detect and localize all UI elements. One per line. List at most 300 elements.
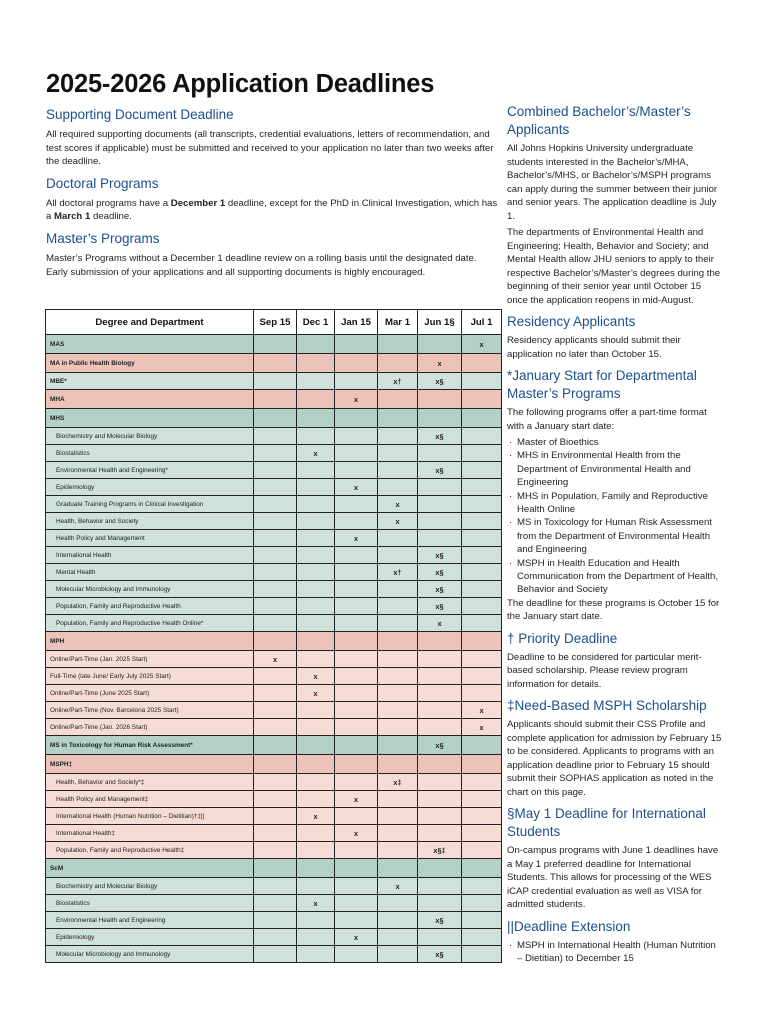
deadline-cell (297, 598, 335, 615)
deadline-cell (462, 598, 502, 615)
page-title: 2025-2026 Application Deadlines (46, 70, 435, 98)
table-row (46, 929, 502, 946)
table-row (46, 651, 502, 668)
deadline-cell (418, 929, 462, 946)
deadline-cell: x§ (418, 946, 462, 963)
deadline-cell (378, 791, 418, 808)
program-name: Population, Family and Reproductive Health (46, 598, 254, 615)
deadline-cell: x† (378, 564, 418, 581)
deadline-cell (254, 842, 297, 859)
residency-text: Residency applicants should submit their application no later than October 15. (507, 335, 681, 360)
deadline-cell: x§ (418, 462, 462, 479)
deadline-cell (297, 513, 335, 530)
program-name: Population, Family and Reproductive Health Online* (46, 615, 254, 632)
list-item: · MS in Toxicology for Human Risk Assessment from the Department of Environmental Health and Engineering (507, 516, 722, 556)
deadline-cell (462, 651, 502, 668)
deadlines-table-body (46, 335, 502, 963)
deadline-cell (462, 825, 502, 842)
table-row (46, 825, 502, 842)
deadline-cell (418, 496, 462, 513)
deadline-cell (335, 581, 378, 598)
deadline-cell (378, 598, 418, 615)
deadline-cell (378, 929, 418, 946)
deadline-cell (335, 615, 378, 632)
deadline-cell (297, 615, 335, 632)
table-row (46, 496, 502, 513)
deadline-cell (335, 462, 378, 479)
deadline-cell (418, 702, 462, 719)
deadline-cell (254, 808, 297, 825)
deadline-cell (335, 685, 378, 702)
column-header-date: Sep 15 (254, 310, 297, 335)
program-name: MHA (46, 390, 254, 409)
deadline-cell (418, 530, 462, 547)
deadline-cell (418, 774, 462, 791)
residency-section (507, 313, 722, 361)
program-name: Mental Health (46, 564, 254, 581)
combined-paragraph-2: The departments of Environmental Health and Engineering; Health, Behavior and Society; and Mental Health allow JHU seniors to apply to their respective Bachelor’s/Master’s degrees during the beginning of their senior year until October 15 once the application reopens in mid-August. (507, 227, 721, 306)
table-row (46, 791, 502, 808)
program-name: Health Policy and Management (46, 530, 254, 547)
deadline-cell (297, 632, 335, 651)
doctoral-heading: Doctoral Programs (46, 175, 159, 191)
combined-heading: Combined Bachelor’s/Master’s Applicants (507, 104, 691, 137)
deadline-cell (254, 581, 297, 598)
deadline-cell (335, 702, 378, 719)
deadline-cell (462, 632, 502, 651)
deadline-cell (254, 755, 297, 774)
deadline-cell (462, 496, 502, 513)
deadline-cell: x§ (418, 598, 462, 615)
deadline-cell (418, 632, 462, 651)
deadline-cell: x (297, 685, 335, 702)
program-name: International Health‡ (46, 825, 254, 842)
table-row (46, 859, 502, 878)
deadline-cell (297, 929, 335, 946)
deadline-cell: x (462, 702, 502, 719)
deadline-cell (335, 409, 378, 428)
deadline-cell (378, 530, 418, 547)
deadline-cell: x (335, 825, 378, 842)
deadline-cell (254, 825, 297, 842)
program-name: MSPH‡ (46, 755, 254, 774)
program-name: MPH (46, 632, 254, 651)
deadline-cell (254, 895, 297, 912)
deadline-cell (462, 428, 502, 445)
deadline-cell (335, 774, 378, 791)
deadline-cell (418, 791, 462, 808)
deadline-cell (462, 390, 502, 409)
deadline-cell: x (462, 719, 502, 736)
table-row (46, 842, 502, 859)
table-row (46, 428, 502, 445)
program-name: Health, Behavior and Society*‡ (46, 774, 254, 791)
deadline-cell (462, 859, 502, 878)
deadline-cell (462, 615, 502, 632)
deadline-cell (254, 547, 297, 564)
doctoral-text-3: deadline. (90, 211, 132, 223)
table-row (46, 513, 502, 530)
deadline-cell (335, 632, 378, 651)
deadline-cell (297, 428, 335, 445)
deadline-cell (297, 651, 335, 668)
deadline-cell (335, 564, 378, 581)
program-name: Biochemistry and Molecular Biology (46, 878, 254, 895)
deadline-cell (254, 791, 297, 808)
table-row (46, 615, 502, 632)
deadline-cell (297, 755, 335, 774)
list-item: · Master of Bioethics (507, 436, 722, 449)
program-name: Online/Part-Time (Jan. 2026 Start) (46, 719, 254, 736)
need-based-section (507, 697, 722, 799)
deadline-cell (297, 496, 335, 513)
deadline-cell (418, 859, 462, 878)
deadline-cell (418, 479, 462, 496)
program-name: Biostatistics (46, 445, 254, 462)
deadline-cell (378, 632, 418, 651)
deadline-cell: x (418, 354, 462, 373)
priority-heading: † Priority Deadline (507, 630, 618, 646)
deadline-cell (297, 564, 335, 581)
supporting-document-text: All required supporting documents (all transcripts, credential evaluations, letters of recommendation, and test scores if applicable) must be submitted and received to your application no later than two weeks after the deadline. (46, 129, 494, 168)
deadline-cell (462, 530, 502, 547)
deadline-cell (297, 354, 335, 373)
deadline-cell (335, 755, 378, 774)
deadline-cell (297, 479, 335, 496)
program-name: MBE* (46, 373, 254, 390)
program-name: International Health (46, 547, 254, 564)
deadline-cell (418, 668, 462, 685)
deadline-cell (254, 335, 297, 354)
deadline-cell: x‡ (378, 774, 418, 791)
deadline-cell (462, 912, 502, 929)
deadline-cell (335, 445, 378, 462)
deadline-cell (254, 719, 297, 736)
column-header-date: Mar 1 (378, 310, 418, 335)
table-row (46, 547, 502, 564)
table-row (46, 755, 502, 774)
program-name: ScM (46, 859, 254, 878)
deadline-cell (335, 946, 378, 963)
deadline-cell (335, 513, 378, 530)
left-column (46, 103, 498, 285)
deadline-cell (378, 895, 418, 912)
supporting-document-heading: Supporting Document Deadline (46, 107, 234, 122)
deadline-cell (335, 335, 378, 354)
deadline-cell (254, 702, 297, 719)
column-header-date: Dec 1 (297, 310, 335, 335)
deadline-cell (335, 598, 378, 615)
deadline-cell (297, 702, 335, 719)
program-name: Population, Family and Reproductive Health‡ (46, 842, 254, 859)
deadline-cell: x (378, 496, 418, 513)
deadlines-table-header (46, 310, 502, 335)
priority-section (507, 630, 722, 692)
supporting-document-section (46, 106, 498, 169)
january-start-intro: The following programs offer a part-time format with a January start date: (507, 407, 707, 432)
deadline-cell (335, 736, 378, 755)
deadline-cell (462, 755, 502, 774)
program-name: MAS (46, 335, 254, 354)
deadline-cell (378, 547, 418, 564)
table-row (46, 912, 502, 929)
deadline-cell (378, 825, 418, 842)
table-row (46, 946, 502, 963)
program-name: MA in Public Health Biology (46, 354, 254, 373)
deadline-cell: x (335, 530, 378, 547)
deadline-cell (254, 530, 297, 547)
deadline-cell (462, 895, 502, 912)
deadline-cell (462, 513, 502, 530)
deadline-cell: x (378, 878, 418, 895)
deadline-cell (418, 808, 462, 825)
deadline-cell (462, 842, 502, 859)
deadline-cell (418, 513, 462, 530)
deadline-cell (297, 825, 335, 842)
deadline-cell (254, 878, 297, 895)
deadline-cell (254, 598, 297, 615)
january-start-heading: *January Start for Departmental Master’s Programs (507, 368, 697, 401)
deadline-cell (462, 774, 502, 791)
table-row (46, 373, 502, 390)
deadline-cell (335, 719, 378, 736)
deadline-cell (335, 354, 378, 373)
doctoral-deadline-mar1: March 1 (54, 211, 91, 223)
deadline-cell (378, 462, 418, 479)
program-name: MHS (46, 409, 254, 428)
table-row (46, 719, 502, 736)
deadline-cell (462, 791, 502, 808)
deadline-cell (297, 719, 335, 736)
deadline-cell (297, 878, 335, 895)
deadline-cell (462, 946, 502, 963)
deadline-cell (378, 479, 418, 496)
deadline-cell (462, 878, 502, 895)
deadline-cell: x§‡ (418, 842, 462, 859)
combined-section (507, 103, 722, 307)
program-name: Online/Part-Time (June 2025 Start) (46, 685, 254, 702)
deadline-cell (254, 445, 297, 462)
deadline-cell: x (297, 895, 335, 912)
deadline-cell (297, 912, 335, 929)
deadline-cell (297, 335, 335, 354)
table-row (46, 445, 502, 462)
program-name: Environmental Health and Engineering* (46, 462, 254, 479)
deadline-cell (378, 354, 418, 373)
deadline-cell (378, 651, 418, 668)
deadline-cell (378, 615, 418, 632)
deadline-cell: x§ (418, 564, 462, 581)
may1-text: On-campus programs with June 1 deadlines have a May 1 preferred deadline for International Students. This allows for processing of the WES iCAP credential evaluation as well as VISA for admitted students. (507, 845, 719, 911)
doctoral-deadline-dec1: December 1 (170, 197, 226, 209)
deadline-cell (378, 859, 418, 878)
deadline-cell: x§ (418, 581, 462, 598)
deadline-cell (297, 373, 335, 390)
deadline-cell (378, 755, 418, 774)
program-name: Environmental Health and Engineering (46, 912, 254, 929)
table-row (46, 808, 502, 825)
may1-heading: §May 1 Deadline for International Students (507, 806, 706, 840)
masters-text: Master’s Programs without a December 1 deadline review on a rolling basis until the designated date. Early submission of your applications and all supporting documents is highly encouraged. (46, 252, 477, 278)
program-name: Biostatistics (46, 895, 254, 912)
column-header-degree: Degree and Department (46, 310, 254, 335)
table-row (46, 581, 502, 598)
deadline-cell: x (418, 615, 462, 632)
program-name: International Health (Human Nutrition – Dietitian)†‡|| (46, 808, 254, 825)
deadline-cell (254, 373, 297, 390)
deadline-cell (254, 496, 297, 513)
deadline-cell (254, 564, 297, 581)
deadline-cell (462, 581, 502, 598)
table-row (46, 354, 502, 373)
table-row (46, 878, 502, 895)
deadline-cell: x§ (418, 547, 462, 564)
deadline-cell (418, 878, 462, 895)
table-row (46, 668, 502, 685)
deadline-cell (254, 354, 297, 373)
program-name: Health Policy and Management‡ (46, 791, 254, 808)
deadline-cell (335, 912, 378, 929)
right-column (507, 103, 722, 966)
deadline-cell (254, 428, 297, 445)
program-name: Online/Part-Time (Jan. 2025 Start) (46, 651, 254, 668)
deadline-cell (254, 513, 297, 530)
deadline-cell: x† (378, 373, 418, 390)
deadline-cell (462, 547, 502, 564)
program-name: Full-Time (late June/ Early July 2025 Start) (46, 668, 254, 685)
deadline-cell (462, 685, 502, 702)
deadline-cell: x§ (418, 912, 462, 929)
deadline-cell: x (378, 513, 418, 530)
deadline-cell (462, 929, 502, 946)
deadline-cell (462, 479, 502, 496)
deadline-cell (297, 774, 335, 791)
deadline-cell: x§ (418, 428, 462, 445)
deadline-cell: x (335, 479, 378, 496)
deadline-cell (254, 390, 297, 409)
deadline-cell (297, 462, 335, 479)
deadline-cell (462, 808, 502, 825)
deadline-cell (297, 946, 335, 963)
deadline-cell: x (335, 791, 378, 808)
column-header-date: Jun 1§ (418, 310, 462, 335)
deadline-cell (418, 651, 462, 668)
deadline-cell: x (297, 445, 335, 462)
deadline-cell (335, 859, 378, 878)
deadline-cell (254, 615, 297, 632)
table-row (46, 685, 502, 702)
deadline-cell (378, 808, 418, 825)
deadline-cell (462, 564, 502, 581)
deadline-cell (462, 445, 502, 462)
residency-heading: Residency Applicants (507, 314, 636, 329)
deadline-cell (254, 685, 297, 702)
deadline-cell: x§ (418, 373, 462, 390)
deadline-cell (254, 462, 297, 479)
priority-text: Deadline to be considered for particular merit-based scholarship. Please review program information for details. (507, 651, 702, 690)
header-row (46, 310, 502, 335)
deadline-cell (335, 842, 378, 859)
list-item: · MSPH in Health Education and Health Communication from the Department of Health, Behavior and Society (507, 557, 722, 597)
deadline-cell (254, 912, 297, 929)
list-item: · MHS in Population, Family and Reproductive Health Online (507, 490, 722, 517)
deadline-cell (378, 685, 418, 702)
extension-list (507, 939, 722, 966)
deadline-cell (418, 445, 462, 462)
combined-paragraph-1: All Johns Hopkins University undergraduate students interested in the Bachelor’s/MHA, Bachelor’s/MHS, or Bachelor’s/MSPH programs can apply during the summer between their junior and senior years. The application deadline is July 1. (507, 143, 718, 222)
deadline-cell (254, 929, 297, 946)
deadline-cell (335, 808, 378, 825)
deadline-cell (378, 842, 418, 859)
list-item: · MSPH in International Health (Human Nutrition – Dietitian) to December 15 (507, 939, 722, 966)
deadline-cell (418, 685, 462, 702)
deadline-cell (297, 547, 335, 564)
table-row (46, 895, 502, 912)
list-item: · MHS in Environmental Health from the Department of Environmental Health and Engineering (507, 449, 722, 489)
table-row (46, 409, 502, 428)
deadline-cell (254, 632, 297, 651)
table-row (46, 390, 502, 409)
january-start-section (507, 367, 722, 624)
deadline-cell (378, 912, 418, 929)
deadline-cell (297, 409, 335, 428)
deadline-cell: x§ (418, 736, 462, 755)
deadline-cell: x (335, 929, 378, 946)
deadline-cell (378, 668, 418, 685)
program-name: MS in Toxicology for Human Risk Assessment* (46, 736, 254, 755)
deadline-cell (254, 479, 297, 496)
program-name: Molecular Microbiology and Immunology (46, 581, 254, 598)
doctoral-text (46, 197, 498, 224)
deadline-cell (462, 409, 502, 428)
deadline-cell (335, 878, 378, 895)
column-header-date: Jul 1 (462, 310, 502, 335)
deadline-cell (418, 825, 462, 842)
need-based-heading: ‡Need-Based MSPH Scholarship (507, 698, 707, 714)
doctoral-text-2: deadline, except for the PhD in Clinical Investigation, which has a (46, 197, 498, 223)
deadline-cell (297, 581, 335, 598)
deadline-cell (378, 719, 418, 736)
doctoral-text-1: All doctoral programs have a (46, 197, 171, 209)
table-row (46, 564, 502, 581)
deadline-cell (254, 946, 297, 963)
table-row (46, 598, 502, 615)
deadline-cell (418, 755, 462, 774)
deadline-cell (462, 668, 502, 685)
program-name: Epidemiology (46, 479, 254, 496)
deadline-cell (254, 859, 297, 878)
deadline-cell (418, 335, 462, 354)
table-row (46, 479, 502, 496)
deadline-cell (254, 668, 297, 685)
deadline-cell (254, 736, 297, 755)
deadline-cell (335, 373, 378, 390)
deadline-cell: x (297, 808, 335, 825)
program-name: Biochemistry and Molecular Biology (46, 428, 254, 445)
deadline-cell (378, 428, 418, 445)
table-row (46, 736, 502, 755)
program-name: Health, Behavior and Society (46, 513, 254, 530)
deadline-cell (335, 428, 378, 445)
deadline-cell (335, 668, 378, 685)
extension-heading: ||Deadline Extension (507, 918, 631, 934)
deadline-cell (297, 530, 335, 547)
table-row (46, 462, 502, 479)
deadline-cell (418, 390, 462, 409)
program-name: Epidemiology (46, 929, 254, 946)
january-start-outro: The deadline for these programs is October 15 for the January start date. (507, 597, 720, 623)
deadline-cell (462, 736, 502, 755)
